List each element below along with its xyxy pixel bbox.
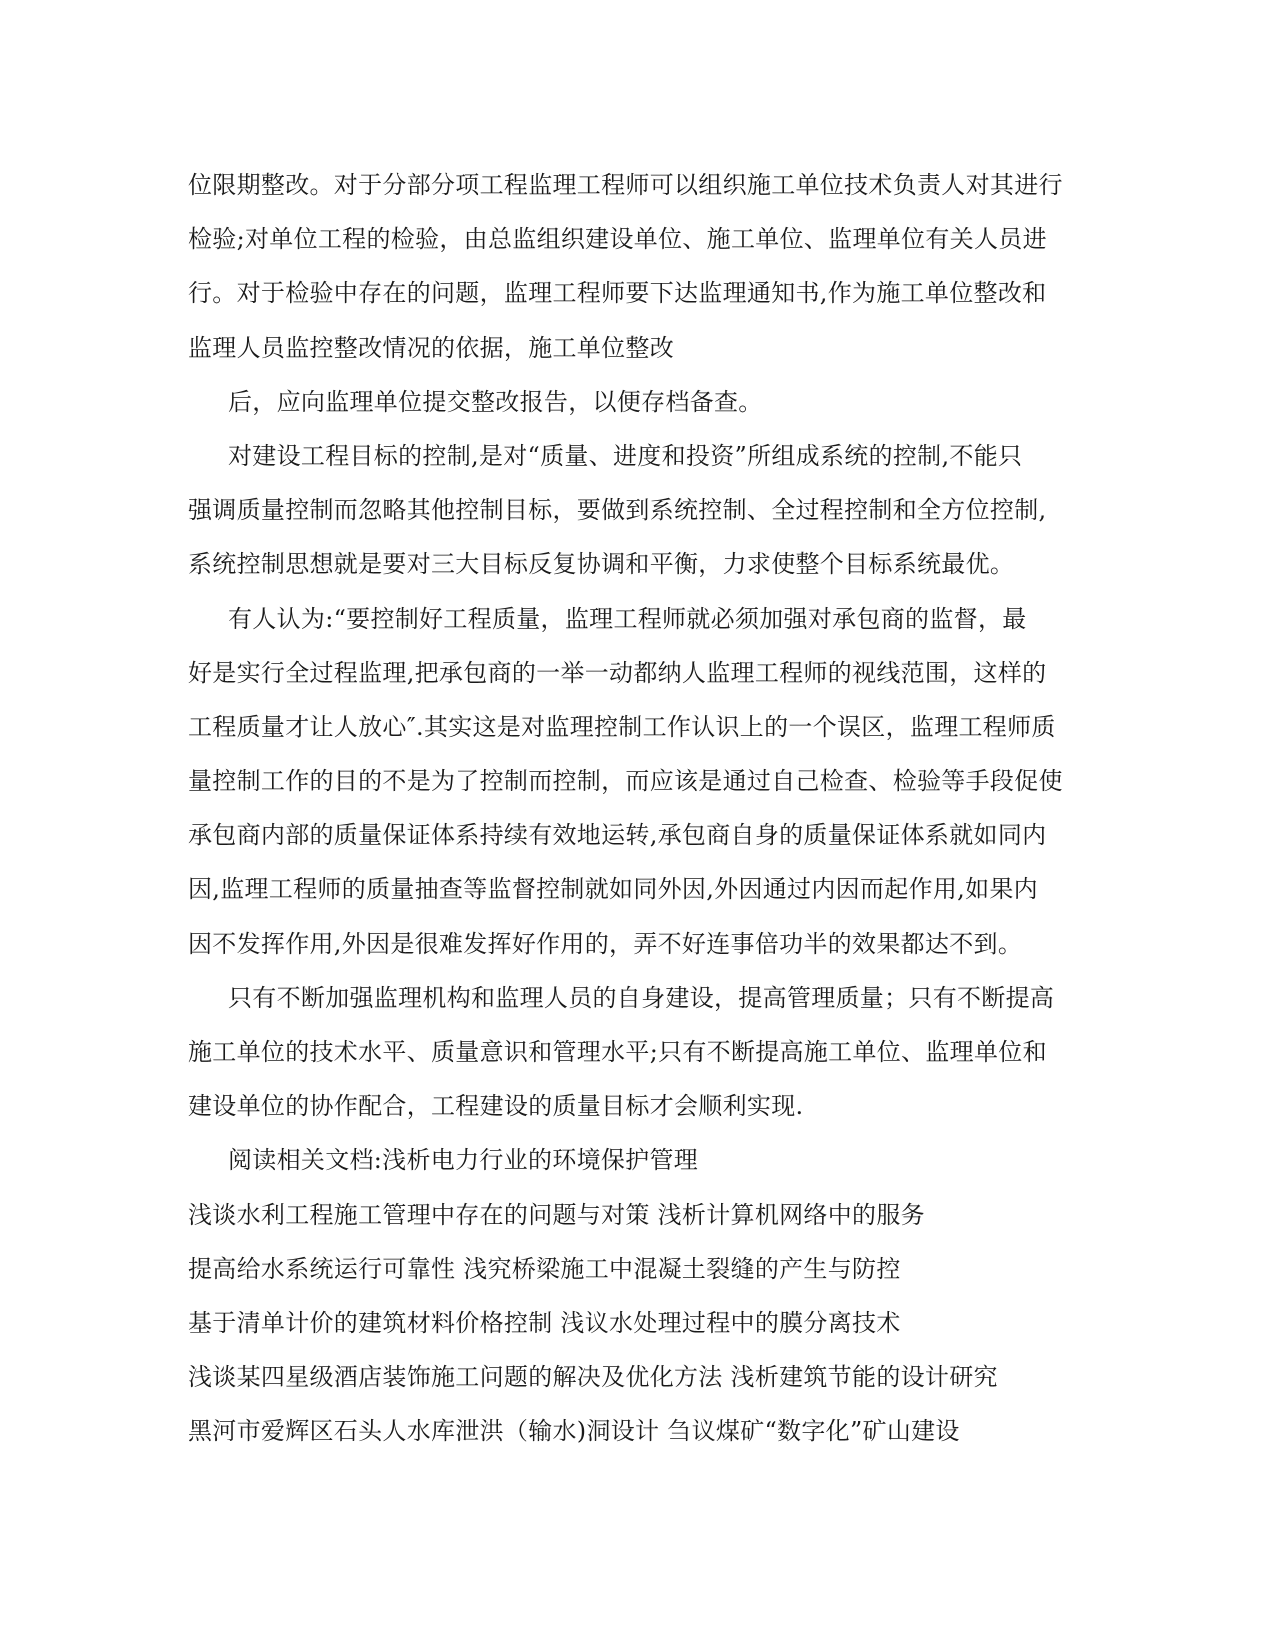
text-line: 强调质量控制而忽略其他控制目标，要做到系统控制、全过程控制和全方位控制, [188,496,1047,525]
paragraph-2 [188,375,1088,429]
text-line: 只有不断加强监理机构和监理人员的自身建设，提高管理质量；只有不断提高 [228,983,1055,1012]
paragraph-1 [188,158,1088,375]
text-line: 因,监理工程师的质量抽查等监督控制就如同外因,外因通过内因而起作用,如果内 [188,875,1038,904]
text-line: 工程质量才让人放心″.其实这是对监理控制工作认识上的一个误区，监理工程师质 [188,712,1056,741]
text-line: 对建设工程目标的控制,是对“质量、进度和投资”所组成系统的控制,不能只 [228,441,1023,470]
related-link-row[interactable]: 提高给水系统运行可靠性 浅究桥梁施工中混凝土裂缝的产生与防控 [188,1254,901,1283]
text-line: 行。对于检验中存在的问题，监理工程师要下达监理通知书,作为施工单位整改和 [188,279,1047,308]
related-link-row[interactable]: 基于清单计价的建筑材料价格控制 浅议水处理过程中的膜分离技术 [188,1308,901,1337]
paragraph-5 [188,971,1088,1134]
document-page [188,158,1088,1459]
text-line: 承包商内部的质量保证体系持续有效地运转,承包商自身的质量保证体系就如同内 [188,821,1047,850]
paragraph-3 [188,429,1088,592]
text-line: 系统控制思想就是要对三大目标反复协调和平衡，力求使整个目标系统最优。 [188,550,1015,579]
text-line: 监理人员监控整改情况的依据，施工单位整改 [188,333,674,362]
paragraph-4 [188,592,1088,971]
text-line: 位限期整改。对于分部分项工程监理工程师可以组织施工单位技术负责人对其进行 [188,171,1063,199]
text-line: 检验;对单位工程的检验，由总监组织建设单位、施工单位、监理单位有关人员进 [188,225,1047,254]
text-line: 建设单位的协作配合，工程建设的质量目标才会顺利实现. [188,1092,804,1121]
text-line: 有人认为:“要控制好工程质量，监理工程师就必须加强对承包商的监督，最 [228,604,1027,633]
related-link-row[interactable]: 浅谈某四星级酒店装饰施工问题的解决及优化方法 浅析建筑节能的设计研究 [188,1363,998,1392]
related-documents [188,1133,1088,1458]
text-line: 因不发挥作用,外因是很难发挥好作用的，弄不好连事倍功半的效果都达不到。 [188,929,1023,958]
related-link-row[interactable]: 浅谈水利工程施工管理中存在的问题与对策 浅析计算机网络中的服务 [188,1200,925,1229]
related-documents-heading: 阅读相关文档:浅析电力行业的环境保护管理 [228,1146,699,1175]
related-link-row[interactable]: 黑河市爱辉区石头人水库泄洪（输水)洞设计 刍议煤矿“数字化”矿山建设 [188,1417,960,1446]
text-line: 好是实行全过程监理,把承包商的一举一动都纳人监理工程师的视线范围，这样的 [188,658,1047,687]
text-line: 量控制工作的目的不是为了控制而控制，而应该是通过自己检查、检验等手段促使 [188,767,1063,796]
text-line: 施工单位的技术水平、质量意识和管理水平;只有不断提高施工单位、监理单位和 [188,1038,1047,1066]
text-line: 后，应向监理单位提交整改报告，以便存档备查。 [228,387,763,416]
